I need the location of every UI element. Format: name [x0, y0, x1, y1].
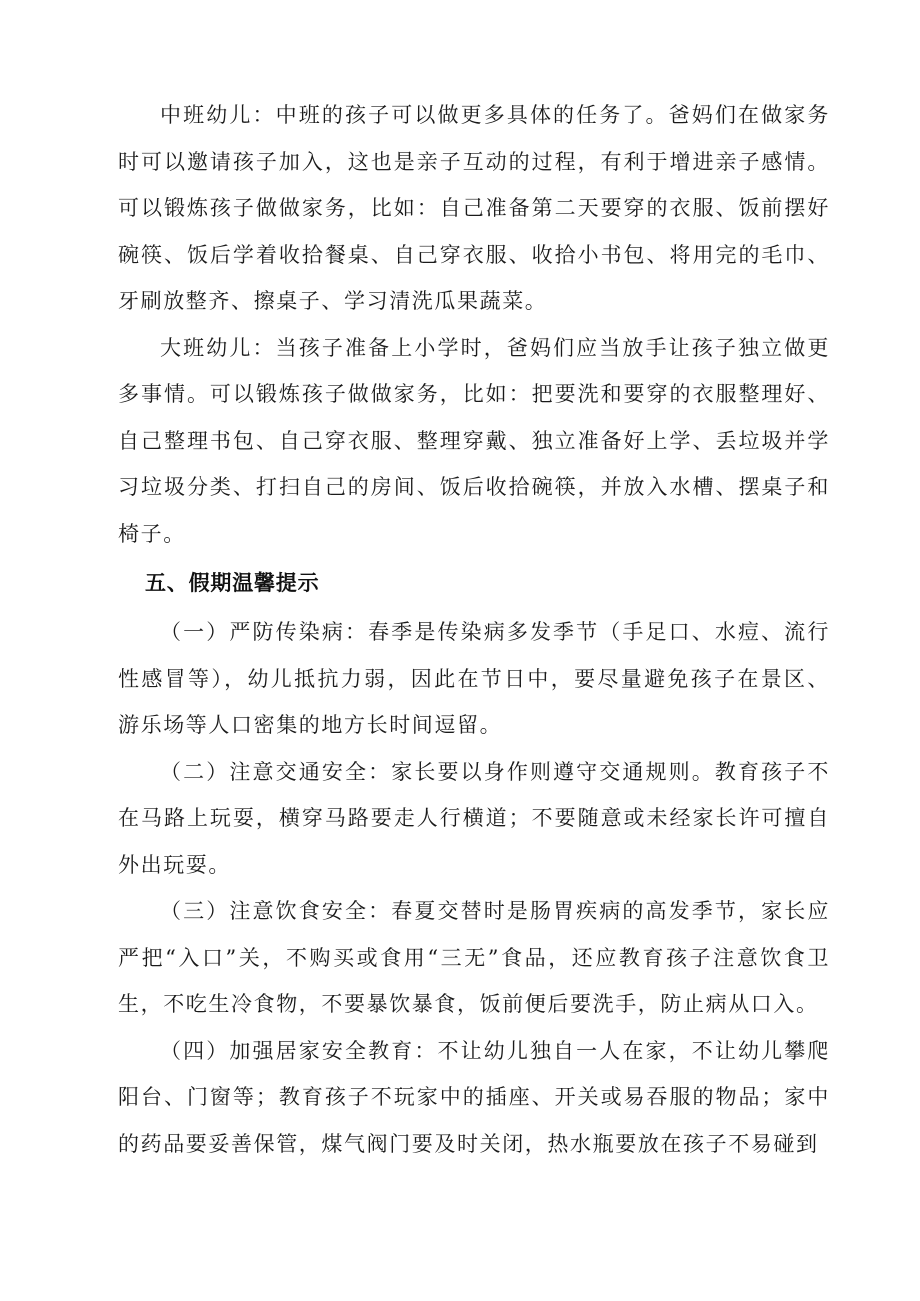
paragraph-middle-class: 中班幼儿：中班的孩子可以做更多具体的任务了。爸妈们在做家务时可以邀请孩子加入，这也是亲子互动的过程，有利于增进亲子感情。可以锻炼孩子做做家务，比如：自己准备第二天要穿的衣服、饭前摆好碗筷、饭后学着收拾餐桌、自己穿衣服、收拾小书包、将用完的毛巾、牙刷放整齐、擦桌子、学习清洗瓜果蔬菜。 — [118, 103, 830, 313]
document-body — [118, 92, 830, 1167]
paragraph-tip-food-safety: （三）注意饮食安全：春夏交替时是肠胃疾病的高发季节，家长应严把“入口”关，不购买或食用“三无”食品，还应教育孩子注意饮食卫生，不吃生冷食物，不要暴饮暴食，饭前便后要洗手，防止病从口入。 — [118, 899, 830, 1016]
paragraph-senior-class: 大班幼儿：当孩子准备上小学时，爸妈们应当放手让孩子独立做更多事情。可以锻炼孩子做做家务，比如：把要洗和要穿的衣服整理好、自己整理书包、自己穿衣服、整理穿戴、独立准备好上学、丢垃圾并学习垃圾分类、打扫自己的房间、饭后收拾碗筷，并放入水槽、摆桌子和椅子。 — [118, 335, 830, 546]
paragraph-tip-infectious-disease: （一）严防传染病：春季是传染病多发季节（手足口、水痘、流行性感冒等），幼儿抵抗力弱，因此在节日中，要尽量避免孩子在景区、游乐场等人口密集的地方长时间逗留。 — [118, 620, 830, 737]
paragraph-tip-traffic-safety: （二）注意交通安全：家长要以身作则遵守交通规则。教育孩子不在马路上玩耍，横穿马路要走人行横道；不要随意或未经家长许可擅自外出玩耍。 — [118, 759, 830, 877]
section-heading-holiday-tips: 五、假期温馨提示 — [145, 571, 320, 595]
paragraph-tip-home-safety: （四）加强居家安全教育：不让幼儿独自一人在家，不让幼儿攀爬阳台、门窗等；教育孩子不玩家中的插座、开关或易吞服的物品；家中的药品要妥善保管，煤气阀门要及时关闭，热水瓶要放在孩子不易碰到 — [118, 1038, 830, 1156]
